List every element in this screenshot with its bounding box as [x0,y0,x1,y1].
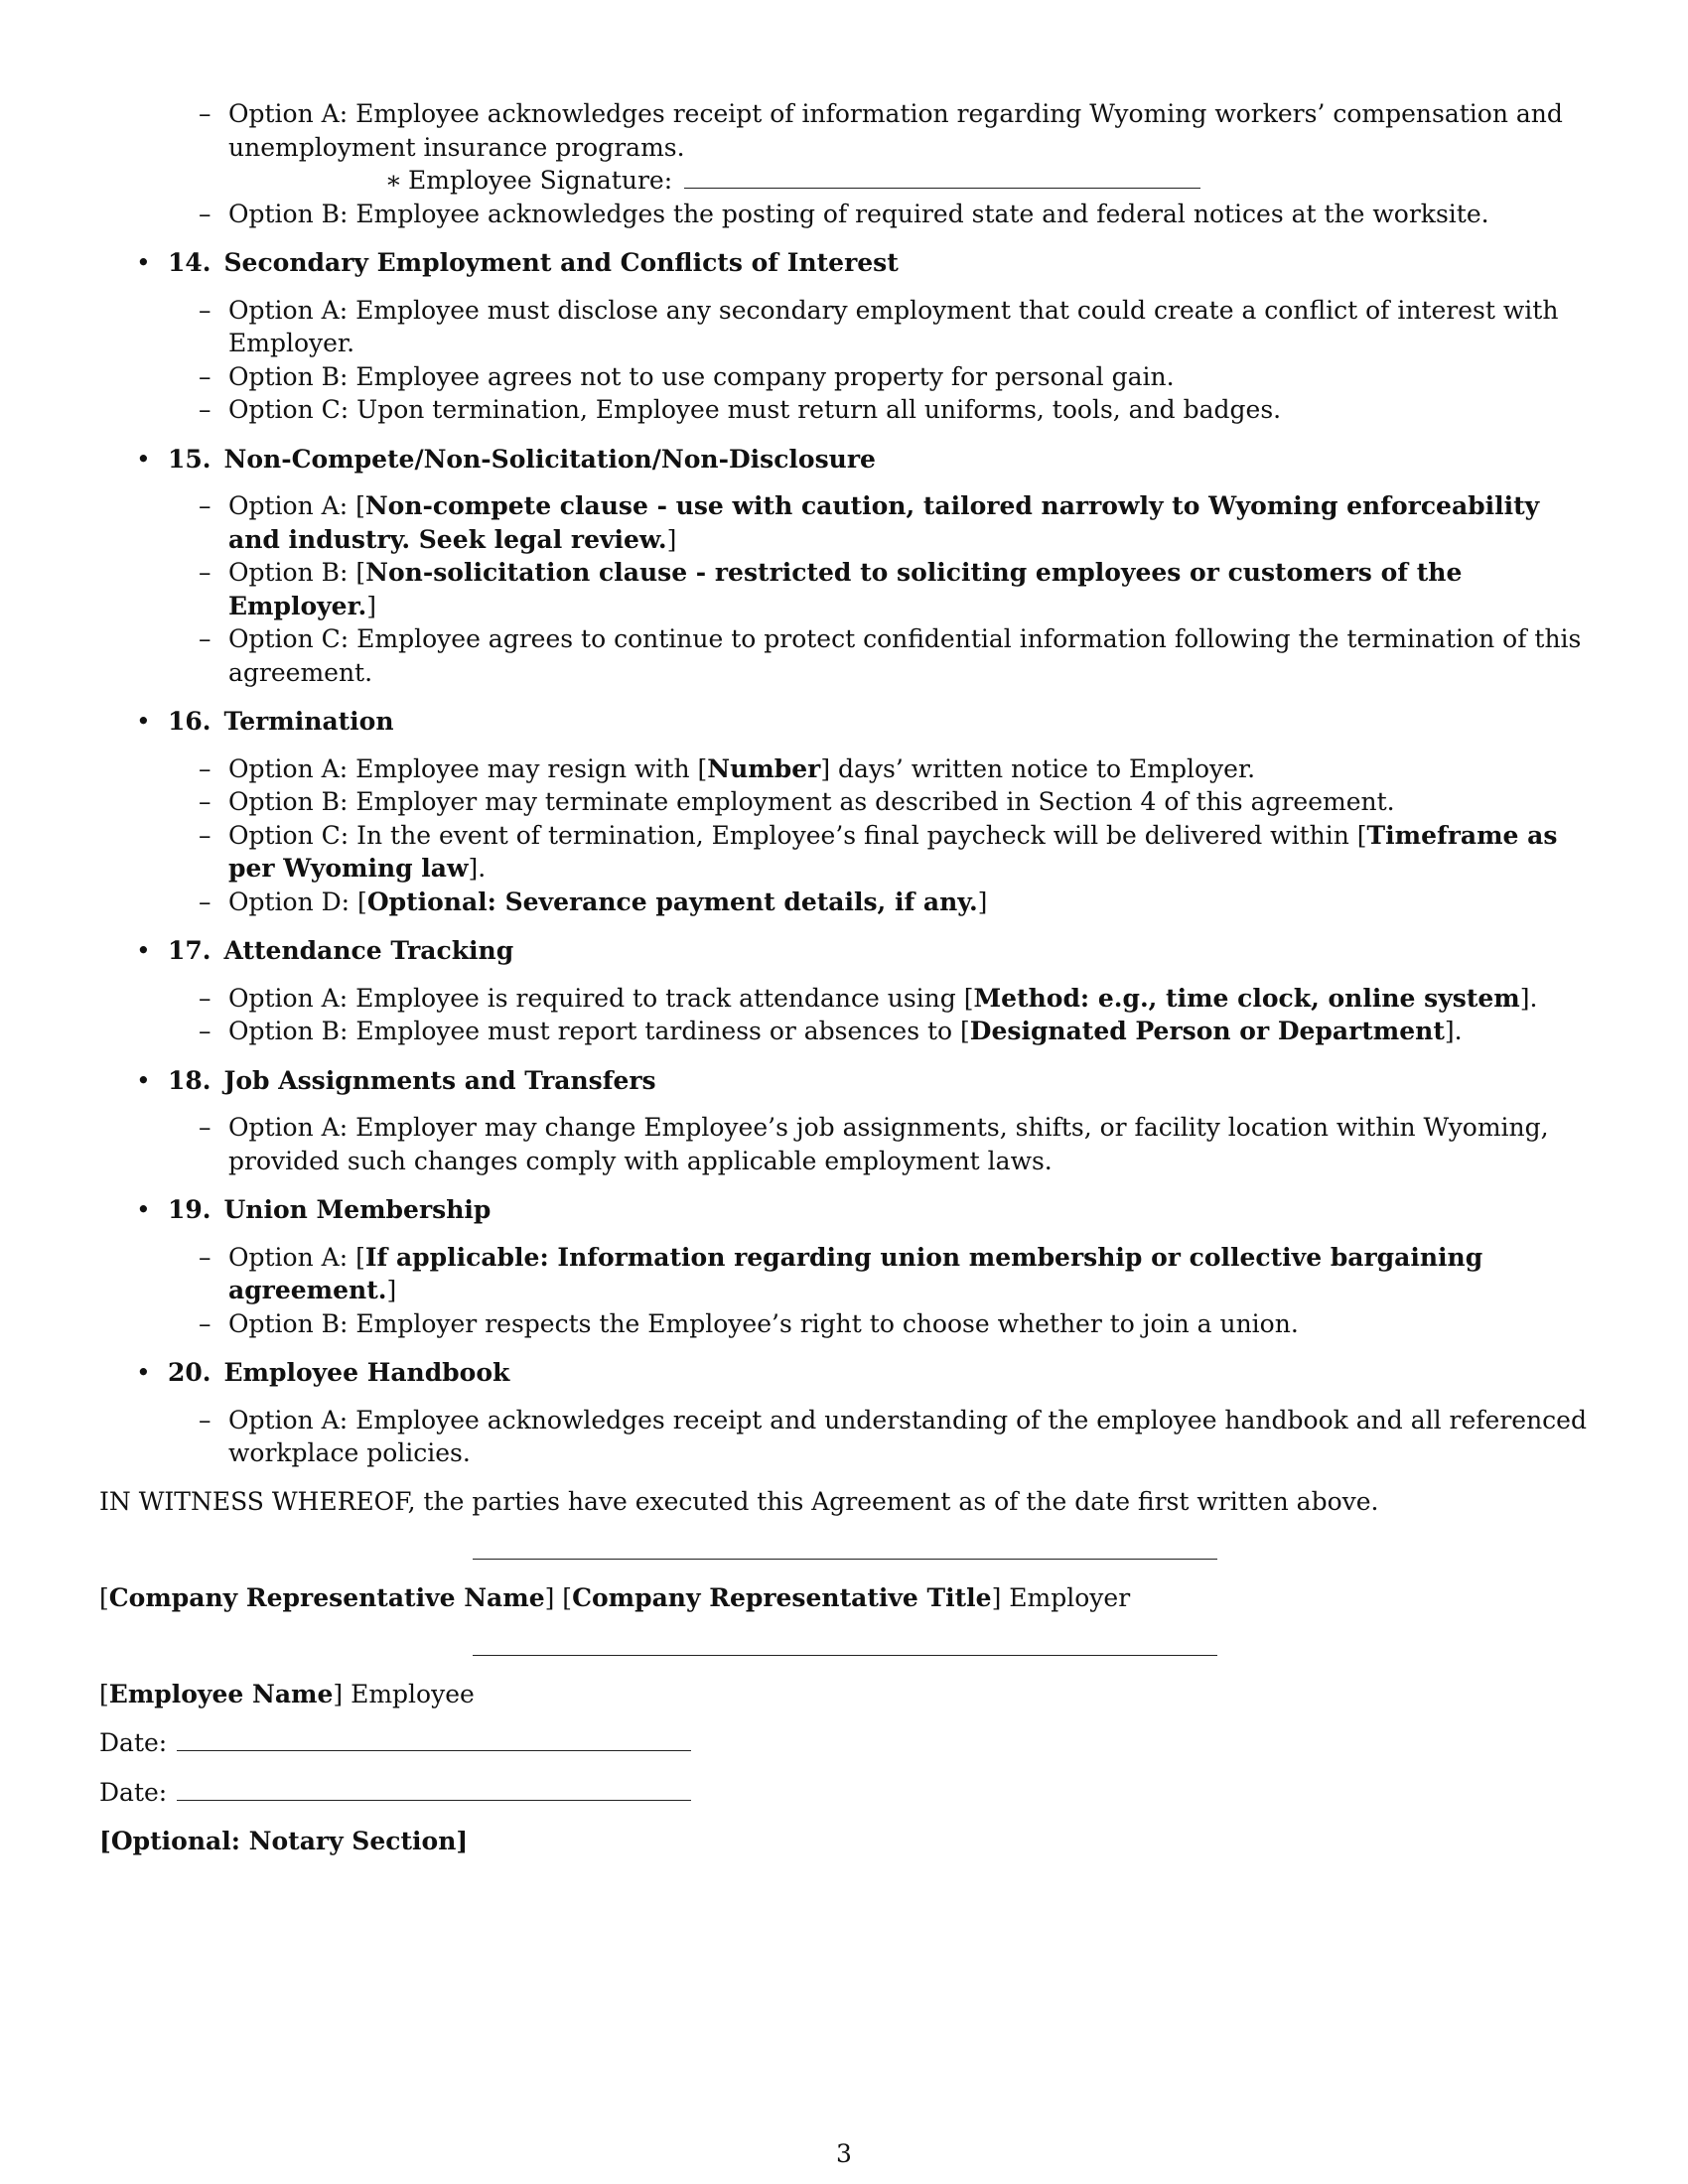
option-item [99,886,1591,919]
witness-statement: IN WITNESS WHEREOF, the parties have executed this Agreement as of the date first written above. [99,1486,1379,1516]
option-text: Option A: Employee must disclose any secondary employment that could create a conflict of interest with Employer. [228,295,1559,357]
options-list [99,294,1591,427]
options-list [99,1404,1591,1470]
section-number: 19. [168,1195,211,1224]
option-suffix: ]. [1444,1017,1463,1045]
options-list [99,1241,1591,1341]
section-title: Job Assignments and Transfers [223,1065,656,1095]
notary-section: [Optional: Notary Section] [99,1827,469,1855]
employee-signature-label: [Employee Name] Employee [99,1679,475,1708]
section-heading [99,705,1591,739]
options-list [99,489,1591,689]
option-suffix: ] [977,887,988,916]
option-item [99,1241,1591,1307]
option-placeholder: Non-solicitation clause - restricted to soliciting employees or customers of the Employer. [228,558,1463,620]
option-prefix: Option C: In the event of termination, Employee’s final paycheck will be delivered within [ [228,820,1367,850]
option-text: Option B: Employer respects the Employee’s right to choose whether to join a union. [228,1308,1299,1338]
section-16 [99,705,1591,918]
section-number: 15. [168,444,211,474]
section-number: 14. [168,248,211,277]
signature-line [684,188,1200,189]
section-17 [99,934,1591,1048]
option-item [99,1404,1591,1470]
employer-role: Employer [1009,1583,1131,1612]
section-19 [99,1193,1591,1340]
option-item [99,489,1591,556]
page-number: 3 [836,2139,852,2168]
option-item [99,785,1591,819]
option-item [99,1307,1591,1341]
option-suffix: ]. [468,854,487,883]
rep-name-placeholder: Company Representative Name [108,1583,545,1612]
section-heading [99,443,1591,477]
date-field [99,1776,1591,1810]
section-title: Employee Handbook [223,1358,510,1387]
date-field [99,1726,1591,1760]
option-text: Option C: Upon termination, Employee must return all uniforms, tools, and badges. [228,395,1282,424]
option-placeholder: Number [707,753,821,783]
option-item [99,819,1591,886]
section-number: 20. [168,1358,211,1387]
option-text: Option A: Employee acknowledges receipt and understanding of the employee handbook and all referenced workplace policies. [228,1405,1587,1467]
option-item [99,97,1591,198]
section-heading [99,246,1591,280]
signature-item [228,164,1591,198]
section-title: Secondary Employment and Conflicts of Interest [223,248,899,277]
section-number: 16. [168,707,211,736]
signature-label: Employee Signature: [408,166,673,195]
section-14 [99,246,1591,427]
option-text: Option B: Employee agrees not to use company property for personal gain. [228,361,1175,391]
section-18 [99,1064,1591,1178]
option-suffix: ]. [1519,983,1538,1013]
option-text: Option B: Employer may terminate employment as described in Section 4 of this agreement. [228,787,1395,816]
notary-text: Optional: Notary Section [110,1827,457,1855]
option-item [99,294,1591,360]
option-placeholder: Method: e.g., time clock, online system [973,983,1520,1013]
employee-name-placeholder: Employee Name [108,1679,334,1708]
section-13-continuation [99,97,1591,230]
options-list [99,1111,1591,1177]
employee-role: Employee [351,1679,475,1708]
option-item [99,752,1591,786]
option-item [99,622,1591,689]
option-item [99,360,1591,394]
option-prefix: Option A: [ [228,1242,365,1272]
option-prefix: Option B: Employee must report tardiness or absences to [ [228,1017,970,1045]
section-heading [99,1356,1591,1390]
option-placeholder: Designated Person or Department [969,1017,1445,1045]
option-prefix: Option A: [ [228,491,365,520]
option-text: Option B: Employee acknowledges the posting of required state and federal notices at the worksite. [228,199,1489,228]
section-heading [99,1193,1591,1227]
option-prefix: Option B: [ [228,558,366,587]
section-20 [99,1356,1591,1470]
option-item [99,982,1591,1016]
employer-signature-label: [Company Representative Name] [Company Representative Title] Employer [99,1583,1131,1612]
page-content [99,97,1591,1858]
section-15 [99,443,1591,690]
option-suffix: ] [366,591,376,620]
option-text: Option A: Employee acknowledges receipt of information regarding Wyoming workers’ compensation and unemployment insurance programs. [228,99,1563,162]
option-placeholder: Timeframe as per Wyoming law [228,820,1558,883]
date-line-blank [177,1800,691,1801]
option-text: Option C: Employee agrees to continue to protect confidential information following the termination of this agreement. [228,624,1582,687]
option-item [99,1111,1591,1177]
section-title: Union Membership [223,1195,492,1224]
options-list [99,752,1591,919]
option-item [99,198,1591,231]
option-suffix: ] [386,1276,397,1304]
section-title: Attendance Tracking [223,936,514,965]
signature-list [228,164,1591,198]
employer-signature-line [473,1559,1217,1560]
option-item [99,556,1591,622]
sections-list [99,246,1591,1470]
option-placeholder: Optional: Severance payment details, if any. [366,887,978,916]
section-number: 17. [168,936,211,965]
option-item [99,393,1591,427]
option-text: Option A: Employer may change Employee’s job assignments, shifts, or facility location within Wyoming, provided such changes comply with applicable employment laws. [228,1113,1549,1175]
options-list [99,982,1591,1048]
employee-signature-line [473,1655,1217,1656]
date-line-blank [177,1750,691,1751]
section-number: 18. [168,1065,211,1095]
date-label: Date: [99,1777,168,1807]
option-item [99,1015,1591,1048]
option-prefix: Option D: [ [228,887,367,916]
option-placeholder: Non-compete clause - use with caution, tailored narrowly to Wyoming enforceability and industry. Seek legal review. [228,491,1540,554]
section-heading [99,934,1591,968]
option-prefix: Option A: Employee may resign with [ [228,753,708,783]
option-placeholder: If applicable: Information regarding union membership or collective bargaining agreement. [228,1242,1483,1304]
rep-title-placeholder: Company Representative Title [572,1583,992,1612]
date-label: Date: [99,1728,168,1757]
section-title: Termination [223,707,394,736]
option-suffix: ] days’ written notice to Employer. [820,753,1256,783]
option-prefix: Option A: Employee is required to track attendance using [ [228,983,974,1013]
section-title: Non-Compete/Non-Solicitation/Non-Disclosure [223,444,876,474]
section-heading [99,1064,1591,1098]
option-suffix: ] [666,524,677,554]
